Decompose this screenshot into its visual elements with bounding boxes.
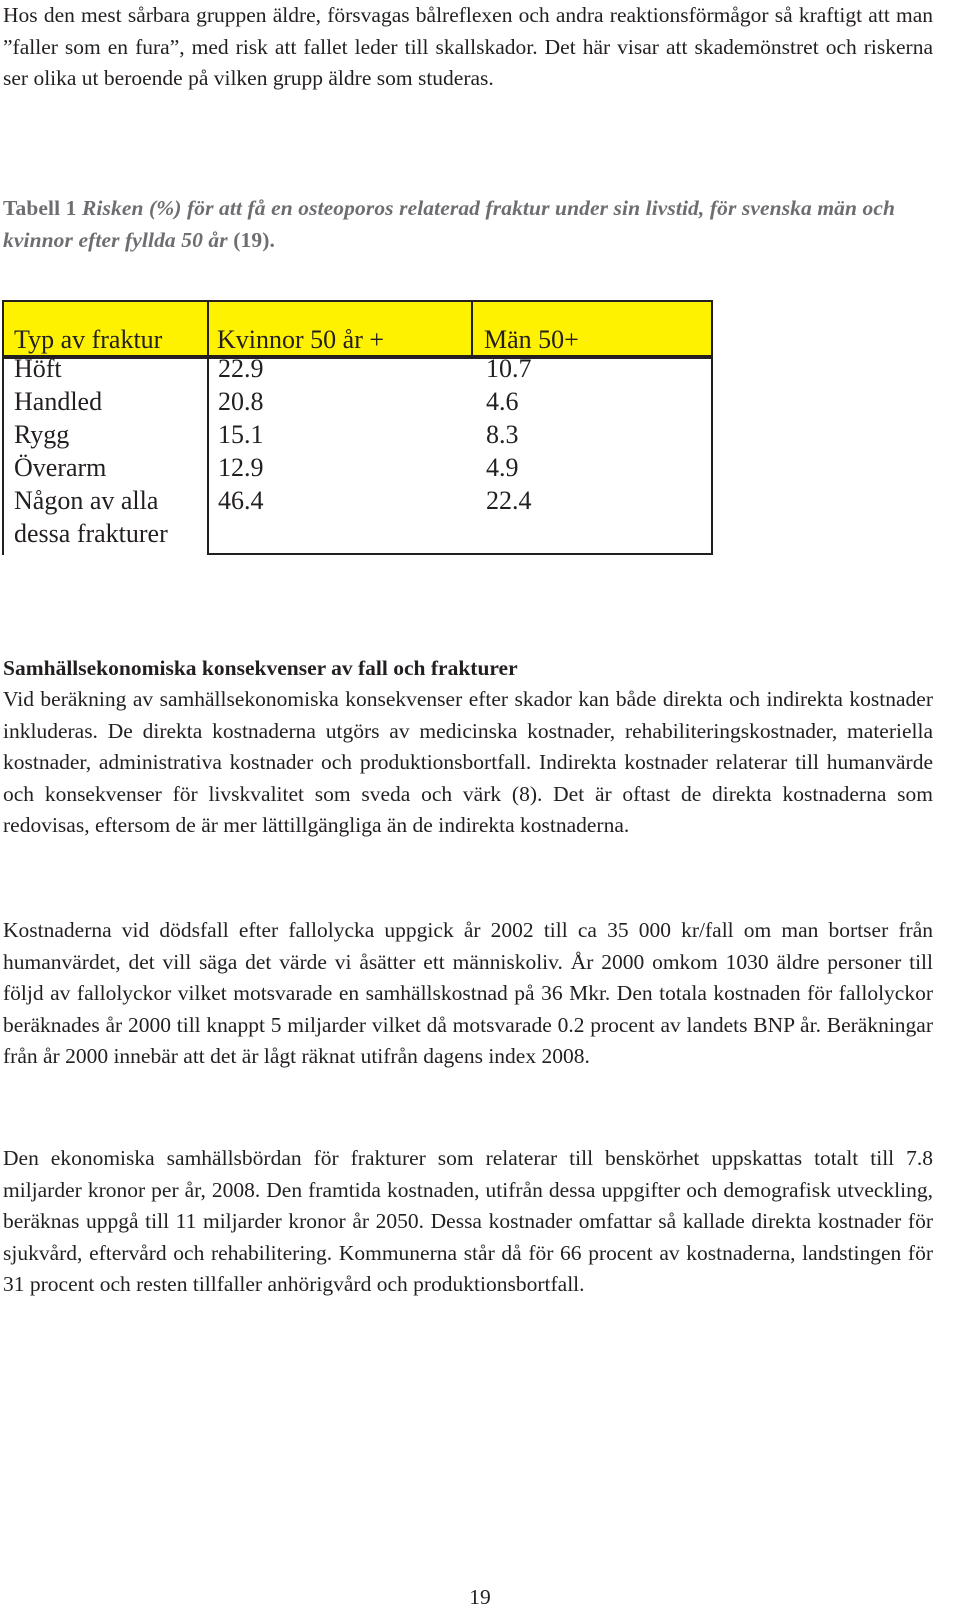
- table-header-men: Män 50+: [484, 325, 579, 354]
- section-paragraph: Vid beräkning av samhällsekonomiska konsekvenser efter skador kan både direkta och indirekta kostnader inkluderas. De direkta kostnaderna utgörs av medicinska kostnader, rehabiliteringskostnader, materiella kostnader, administrativa kostnader och produktionsbortfall. Indirekta kostnader relaterar till humanvärde och konsekvenser för livskvalitet som sveda och värk (8). Det är oftast de direkta kostnaderna som redovisas, eftersom de är mer lättillgängliga än de indirekta kostnaderna.: [3, 687, 933, 837]
- table-border-right: [711, 300, 713, 555]
- costs-paragraph: Kostnaderna vid dödsfall efter fallolycka uppgick år 2002 till ca 35 000 kr/fall om man bortser från humanvärdet, det vill säga det värde vi åsätter ett människoliv. År 2000 omkom 1030 äldre personer till följd av fallolyckor vilket motsvarade en samhällskostnad på 36 Mkr. Den totala kostnaden för fallolyckor beräknades år 2000 till knappt 5 miljarder vilket då motsvarade 0.2 procent av landets BNP år. Beräkningar från år 2000 innebär att det är lågt räknat utifrån dagens index 2008.: [3, 918, 933, 1068]
- table-cell-men: 22.4: [486, 486, 532, 515]
- table-header-women: Kvinnor 50 år +: [217, 325, 385, 354]
- table-cell-women: 46.4: [218, 486, 264, 515]
- table-cell-type: Höft: [14, 354, 62, 383]
- table-cell-type: Handled: [14, 387, 103, 416]
- page-number: 19: [469, 1585, 491, 1609]
- table-caption: [3, 193, 933, 256]
- burden-paragraph: Den ekonomiska samhällsbördan för frakturer som relaterar till benskörhet uppskattas totalt till 7.8 miljarder kronor per år, 2008. Den framtida kostnaden, utifrån dessa uppgifter och demografisk utveckling, beräknas uppgå till 11 miljarder kronor år 2050. Dessa kostnader omfattar så kallade direkta kostnader för sjukvård, eftervård och rehabilitering. Kommunerna står då för 66 procent av kostnaderna, landstingen för 31 procent och resten tillfaller anhörigvård och produktionsbortfall.: [3, 1146, 933, 1296]
- table-cell-men: 4.9: [486, 453, 519, 482]
- table-header-type: Typ av fraktur: [14, 325, 163, 354]
- table-column-divider-2: [471, 300, 473, 357]
- table-caption-text: Risken (%) för att få en osteoporos relaterad fraktur under sin livstid, för svenska män och kvinnor efter fyllda 50 år: [3, 196, 896, 252]
- table-cell-women: 22.9: [218, 354, 264, 383]
- table-cell-women: 15.1: [218, 420, 264, 449]
- table-cell-women: 20.8: [218, 387, 264, 416]
- table-cell-type: Överarm: [14, 453, 107, 482]
- table-cell-type: Rygg: [14, 420, 70, 449]
- table-border-bottom: [207, 553, 713, 555]
- table-cell-men: 8.3: [486, 420, 519, 449]
- table-cell-men: 4.6: [486, 387, 519, 416]
- table-cell-type: Någon av alla dessa frakturer: [14, 486, 168, 548]
- fracture-risk-table: [2, 300, 715, 555]
- table-cell-men: 10.7: [486, 354, 532, 383]
- section-heading: Samhällsekonomiska konsekvenser av fall och frakturer: [3, 656, 518, 680]
- table-caption-label: Tabell 1: [3, 196, 77, 220]
- table-cell-women: 12.9: [218, 453, 264, 482]
- intro-paragraph: Hos den mest sårbara gruppen äldre, försvagas bålreflexen och andra reaktionsförmågor så kraftigt att man ”faller som en fura”, med risk att fallet leder till skallskador. Det här visar att skademönstret och riskerna ser olika ut beroende på vilken grupp äldre som studeras.: [3, 3, 933, 90]
- table-border-top: [2, 300, 713, 302]
- table-border-left: [2, 300, 4, 555]
- table-caption-reference: (19).: [233, 227, 275, 252]
- table-column-divider-1: [207, 300, 209, 555]
